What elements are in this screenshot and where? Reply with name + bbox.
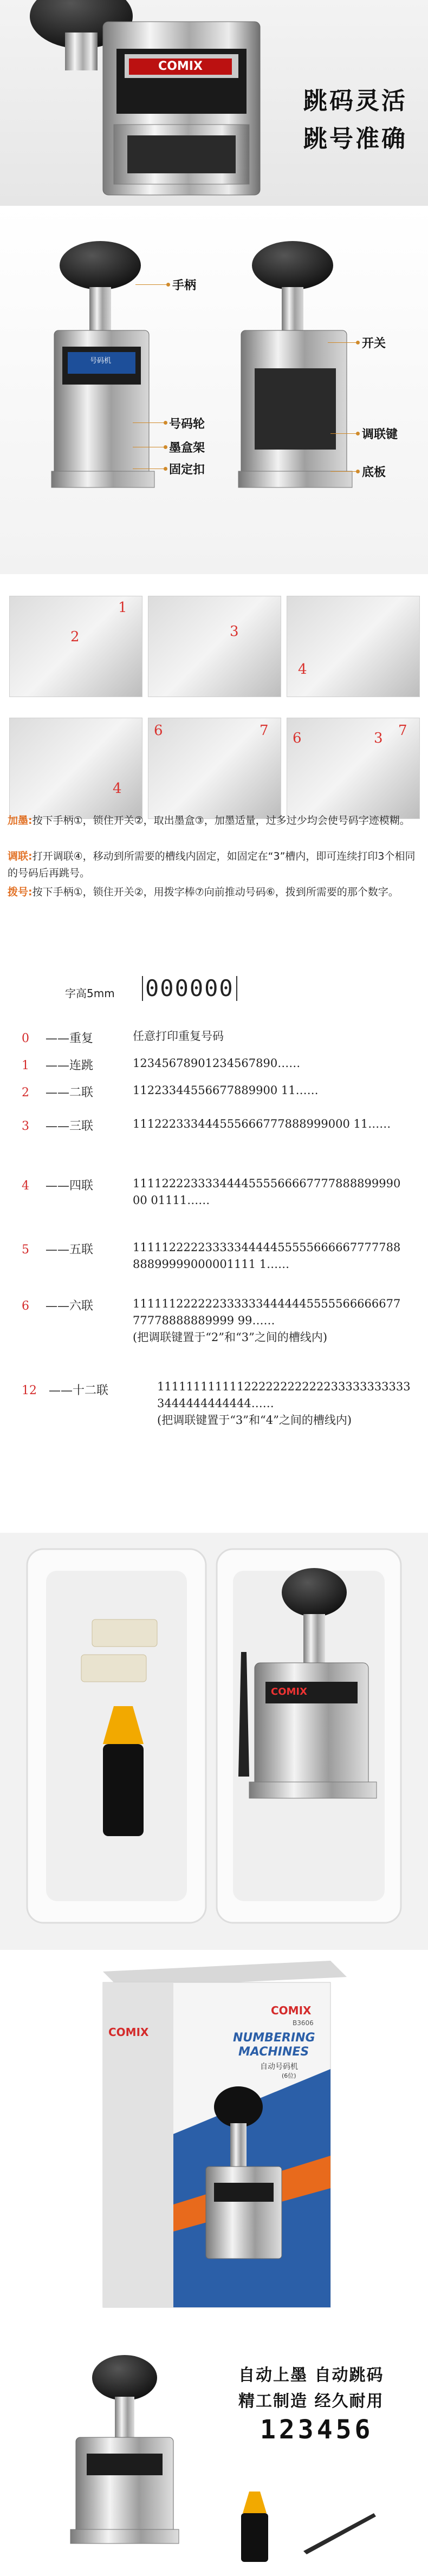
mode-row: [22, 1056, 93, 1073]
step-number: 7: [260, 723, 269, 739]
step-number: 2: [70, 629, 80, 645]
mode-desc: 111122223333444455556666777788889999000 01111……: [133, 1177, 401, 1207]
instruction-text: 按下手柄①，锁住开关②，取出墨盒③，加墨适量，过多过少均会使号码字迹模糊。: [32, 815, 410, 827]
mode-label: ——四联: [46, 1179, 94, 1193]
mode-desc: 11223344556677889900 11……: [133, 1084, 319, 1097]
step-photo-3: [287, 596, 420, 697]
retail-box-illustration: [0, 1950, 428, 2329]
feature-line-1: 自动上墨 自动跳码: [238, 2366, 384, 2385]
step-photo-5: [148, 718, 281, 819]
box-title-en-1: NUMBERING: [233, 2031, 315, 2045]
package-machine-brand: COMIX: [271, 1686, 307, 1697]
step-number: 3: [374, 730, 383, 746]
instruction-text: 打开调联④，移动到所需要的槽线内固定，如固定在“3”槽内，即可连续打印3个相同的号码后再跳号。: [8, 850, 416, 879]
feature-line-2: 精工制造 经久耐用: [238, 2392, 384, 2411]
instruction-dial: [8, 884, 419, 901]
step-number: 4: [113, 780, 122, 797]
mode-desc: 111112222233333444445555566666777778888899999000001111 1……: [133, 1241, 401, 1271]
mode-row: [22, 1117, 93, 1134]
parts-diagram-section: [0, 206, 428, 574]
step-photo-2: [148, 596, 281, 697]
box-title-en-2: MACHINES: [238, 2045, 309, 2059]
instruction-key: 调联:: [8, 850, 33, 862]
callout-handle: 手柄: [172, 279, 197, 292]
mode-label: ——五联: [46, 1243, 94, 1257]
mode-desc-note: (把调联键置于“2”和“3”之间的槽线内): [133, 1331, 328, 1344]
mode-desc: [133, 1296, 404, 1346]
step-photo-1: [9, 596, 142, 697]
mode-number: 5: [22, 1243, 29, 1257]
package-contents-illustration: [0, 1533, 428, 1950]
mode-desc: 任意打印重复号码: [133, 1030, 224, 1043]
mode-desc: 12345678901234567890……: [133, 1057, 301, 1070]
instructions-section: [0, 812, 428, 932]
mode-desc-numbers: 111111111111222222222222333333333333444444444444……: [157, 1380, 411, 1410]
box-subtitle: (6位): [282, 2072, 296, 2079]
box-side-brand: COMIX: [108, 2026, 149, 2039]
mode-desc-note: (把调联键置于“3”和“4”之间的槽线内): [157, 1414, 352, 1427]
step-number: 7: [398, 723, 407, 739]
box-front-brand: COMIX: [271, 2004, 312, 2017]
mode-label: ——二联: [46, 1086, 94, 1100]
instruction-text: 按下手柄①，锁住开关②，用拨字棒⑦向前推动号码⑥，拨到所需要的那个数字。: [32, 886, 399, 898]
hero-section: [0, 0, 428, 206]
mode-desc: 111222333444555666777888999000 11……: [133, 1117, 391, 1130]
mode-row: [22, 1176, 93, 1193]
mode-row: [22, 1083, 93, 1100]
mode-desc-numbers: 111111222222333333444444555556666667777778888889999 99……: [133, 1297, 401, 1327]
mode-number: 3: [22, 1120, 29, 1133]
leader-base: [330, 471, 358, 472]
hero-brand-label: COMIX: [129, 58, 232, 75]
mode-label: ——十二联: [49, 1384, 109, 1397]
mode-row: [22, 1029, 93, 1046]
box-model: B3606: [293, 2019, 314, 2027]
hero-headline-1: 跳码灵活: [303, 87, 407, 115]
step-number: 6: [154, 723, 163, 739]
callout-wheel: 号码轮: [169, 418, 205, 431]
step-number: 3: [230, 623, 239, 640]
instruction-key: 拨号:: [8, 886, 33, 898]
step-photos-section: [0, 574, 428, 829]
mode-label: ——六联: [46, 1299, 94, 1313]
package-contents-section: [0, 1533, 428, 1950]
leader-wheel: [133, 422, 165, 423]
mode-number: 1: [22, 1059, 29, 1072]
step-photo-6: [287, 718, 420, 819]
features-section: [0, 2329, 428, 2576]
leader-switch: [328, 342, 358, 343]
box-title-cn: 自动号码机: [260, 2063, 298, 2071]
callout-switch: 开关: [362, 337, 386, 350]
font-height-label: 字高5mm: [65, 987, 115, 1000]
mode-row: [22, 1297, 93, 1313]
mode-row: [22, 1381, 108, 1398]
instruction-add-ink: [8, 812, 419, 829]
callout-adjust-key: 调联键: [362, 428, 398, 441]
modes-section: [0, 975, 428, 1462]
hero-headline-2: 跳号准确: [303, 125, 407, 153]
mode-desc: [157, 1378, 412, 1429]
feature-digits: 123456: [260, 2415, 374, 2445]
instruction-adjust: [8, 848, 419, 882]
callout-fix-button: 固定扣: [169, 463, 205, 477]
step-number: 4: [298, 661, 307, 678]
mode-row: [22, 1240, 93, 1257]
retail-box-section: [0, 1950, 428, 2329]
mode-label: ——三联: [46, 1120, 94, 1133]
mode-number: 0: [22, 1032, 29, 1045]
parts-machines-illustration: [0, 206, 428, 574]
mode-label: ——重复: [46, 1032, 94, 1045]
mode-label: ——连跳: [46, 1059, 94, 1072]
left-machine-label: 号码机: [89, 357, 111, 365]
step-number: 1: [118, 600, 127, 616]
leader-adjust-key: [330, 433, 358, 434]
mode-number: 6: [22, 1299, 29, 1313]
step-number: 6: [293, 730, 302, 746]
callout-ink-holder: 墨盒架: [169, 441, 205, 455]
leader-handle: [135, 284, 168, 285]
font-height-sample: 000000: [142, 976, 237, 1001]
mode-number: 4: [22, 1179, 29, 1193]
mode-number: 12: [22, 1384, 37, 1397]
mode-number: 2: [22, 1086, 29, 1100]
instruction-key: 加墨:: [8, 815, 33, 827]
callout-base: 底板: [362, 466, 386, 479]
step-photo-4: [9, 718, 142, 819]
